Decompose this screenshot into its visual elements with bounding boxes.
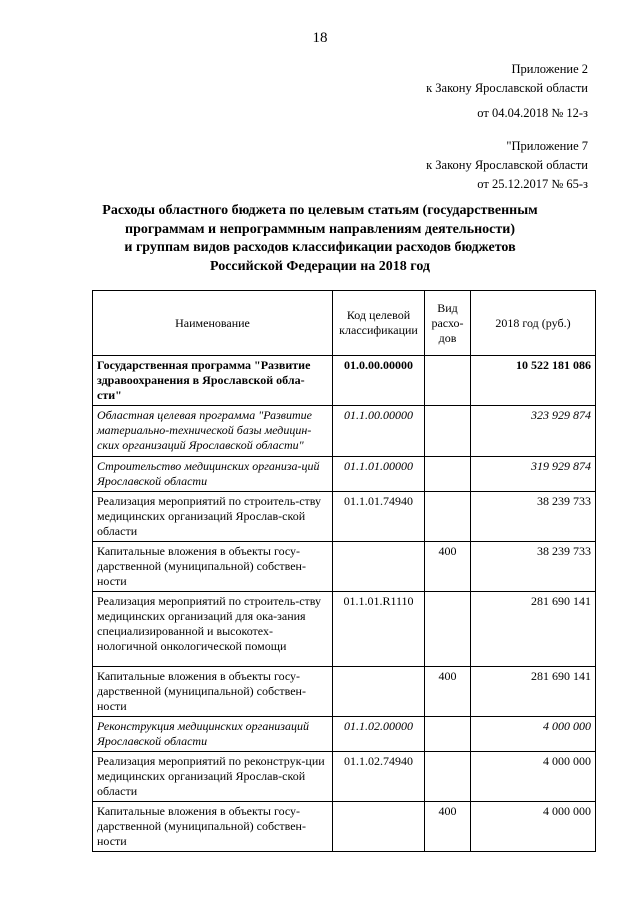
amount-cell: 319 929 874 xyxy=(471,457,596,492)
name-cell: Строительство медицинских организа-ций Ярославской области xyxy=(93,457,333,492)
title-line: Российской Федерации на 2018 год xyxy=(209,258,430,274)
amount-cell: 4 000 000 xyxy=(471,802,596,852)
type-cell: 400 xyxy=(425,667,471,717)
appendix-original-line3: от 25.12.2017 № 65-з xyxy=(477,177,588,191)
amount-cell: 281 690 141 xyxy=(471,592,596,667)
amount-cell: 4 000 000 xyxy=(471,717,596,752)
code-cell xyxy=(333,802,425,852)
header-amount: 2018 год (руб.) xyxy=(471,291,596,356)
name-cell: Государственная программа "Развитие здравоохранения в Ярославской обла-сти" xyxy=(93,356,333,406)
document-title xyxy=(60,202,580,276)
table-row xyxy=(93,752,596,802)
appendix-original-line2: к Закону Ярославской области xyxy=(426,158,588,172)
table-header-row xyxy=(93,291,596,356)
code-cell: 01.1.01.R1110 xyxy=(333,592,425,667)
table-body xyxy=(93,356,596,852)
header-type: Вид расхо-дов xyxy=(425,291,471,356)
table-row xyxy=(93,667,596,717)
code-cell: 01.1.02.00000 xyxy=(333,717,425,752)
name-cell: Реализация мероприятий по реконструк-ции медицинских организаций Ярослав-ской области xyxy=(93,752,333,802)
appendix-original xyxy=(426,137,588,194)
type-cell xyxy=(425,406,471,457)
code-cell: 01.1.02.74940 xyxy=(333,752,425,802)
type-cell xyxy=(425,492,471,542)
type-cell: 400 xyxy=(425,802,471,852)
amount-cell: 10 522 181 086 xyxy=(471,356,596,406)
type-cell xyxy=(425,592,471,667)
appendix-original-line1: "Приложение 7 xyxy=(506,139,588,153)
table-row xyxy=(93,717,596,752)
code-cell: 01.0.00.00000 xyxy=(333,356,425,406)
table-row xyxy=(93,492,596,542)
amount-cell: 38 239 733 xyxy=(471,542,596,592)
name-cell: Реализация мероприятий по строитель-ству медицинских организаций для ока-зания специализированной и высокотех-нологичной онкологической помощи xyxy=(93,592,333,667)
type-cell xyxy=(425,717,471,752)
table-row xyxy=(93,457,596,492)
name-cell: Реконструкция медицинских организаций Ярославской области xyxy=(93,717,333,752)
name-cell: Капитальные вложения в объекты госу-дарственной (муниципальной) собствен-ности xyxy=(93,802,333,852)
code-cell xyxy=(333,542,425,592)
table-row xyxy=(93,542,596,592)
type-cell xyxy=(425,752,471,802)
title-line: и группам видов расходов классификации расходов бюджетов xyxy=(124,240,516,255)
name-cell: Капитальные вложения в объекты госу-дарственной (муниципальной) собствен-ности xyxy=(93,542,333,592)
page-number: 18 xyxy=(312,30,328,46)
amount-cell: 281 690 141 xyxy=(471,667,596,717)
code-cell: 01.1.00.00000 xyxy=(333,406,425,457)
title-line: Расходы областного бюджета по целевым статьям (государственным xyxy=(102,203,538,218)
table-row xyxy=(93,802,596,852)
type-cell xyxy=(425,457,471,492)
type-cell xyxy=(425,356,471,406)
table-row xyxy=(93,592,596,667)
header-code: Код целевой классификации xyxy=(333,291,425,356)
header-name: Наименование xyxy=(93,291,333,356)
appendix-current xyxy=(426,60,588,123)
title-line: программам и непрограммным направлениям деятельности) xyxy=(125,221,515,237)
appendix-current-line2: к Закону Ярославской области xyxy=(426,81,588,95)
amount-cell: 38 239 733 xyxy=(471,492,596,542)
name-cell: Реализация мероприятий по строитель-ству медицинских организаций Ярослав-ской области xyxy=(93,492,333,542)
code-cell xyxy=(333,667,425,717)
code-cell: 01.1.01.00000 xyxy=(333,457,425,492)
table-row xyxy=(93,356,596,406)
name-cell: Областная целевая программа "Развитие материально-технической базы медицин-ских организаций Ярославской области" xyxy=(93,406,333,457)
budget-table xyxy=(92,290,596,852)
code-cell: 01.1.01.74940 xyxy=(333,492,425,542)
amount-cell: 323 929 874 xyxy=(471,406,596,457)
table-row xyxy=(93,406,596,457)
appendix-current-line3: от 04.04.2018 № 12-з xyxy=(477,106,588,120)
amount-cell: 4 000 000 xyxy=(471,752,596,802)
appendix-current-line1: Приложение 2 xyxy=(511,62,588,76)
name-cell: Капитальные вложения в объекты госу-дарственной (муниципальной) собствен-ности xyxy=(93,667,333,717)
type-cell: 400 xyxy=(425,542,471,592)
